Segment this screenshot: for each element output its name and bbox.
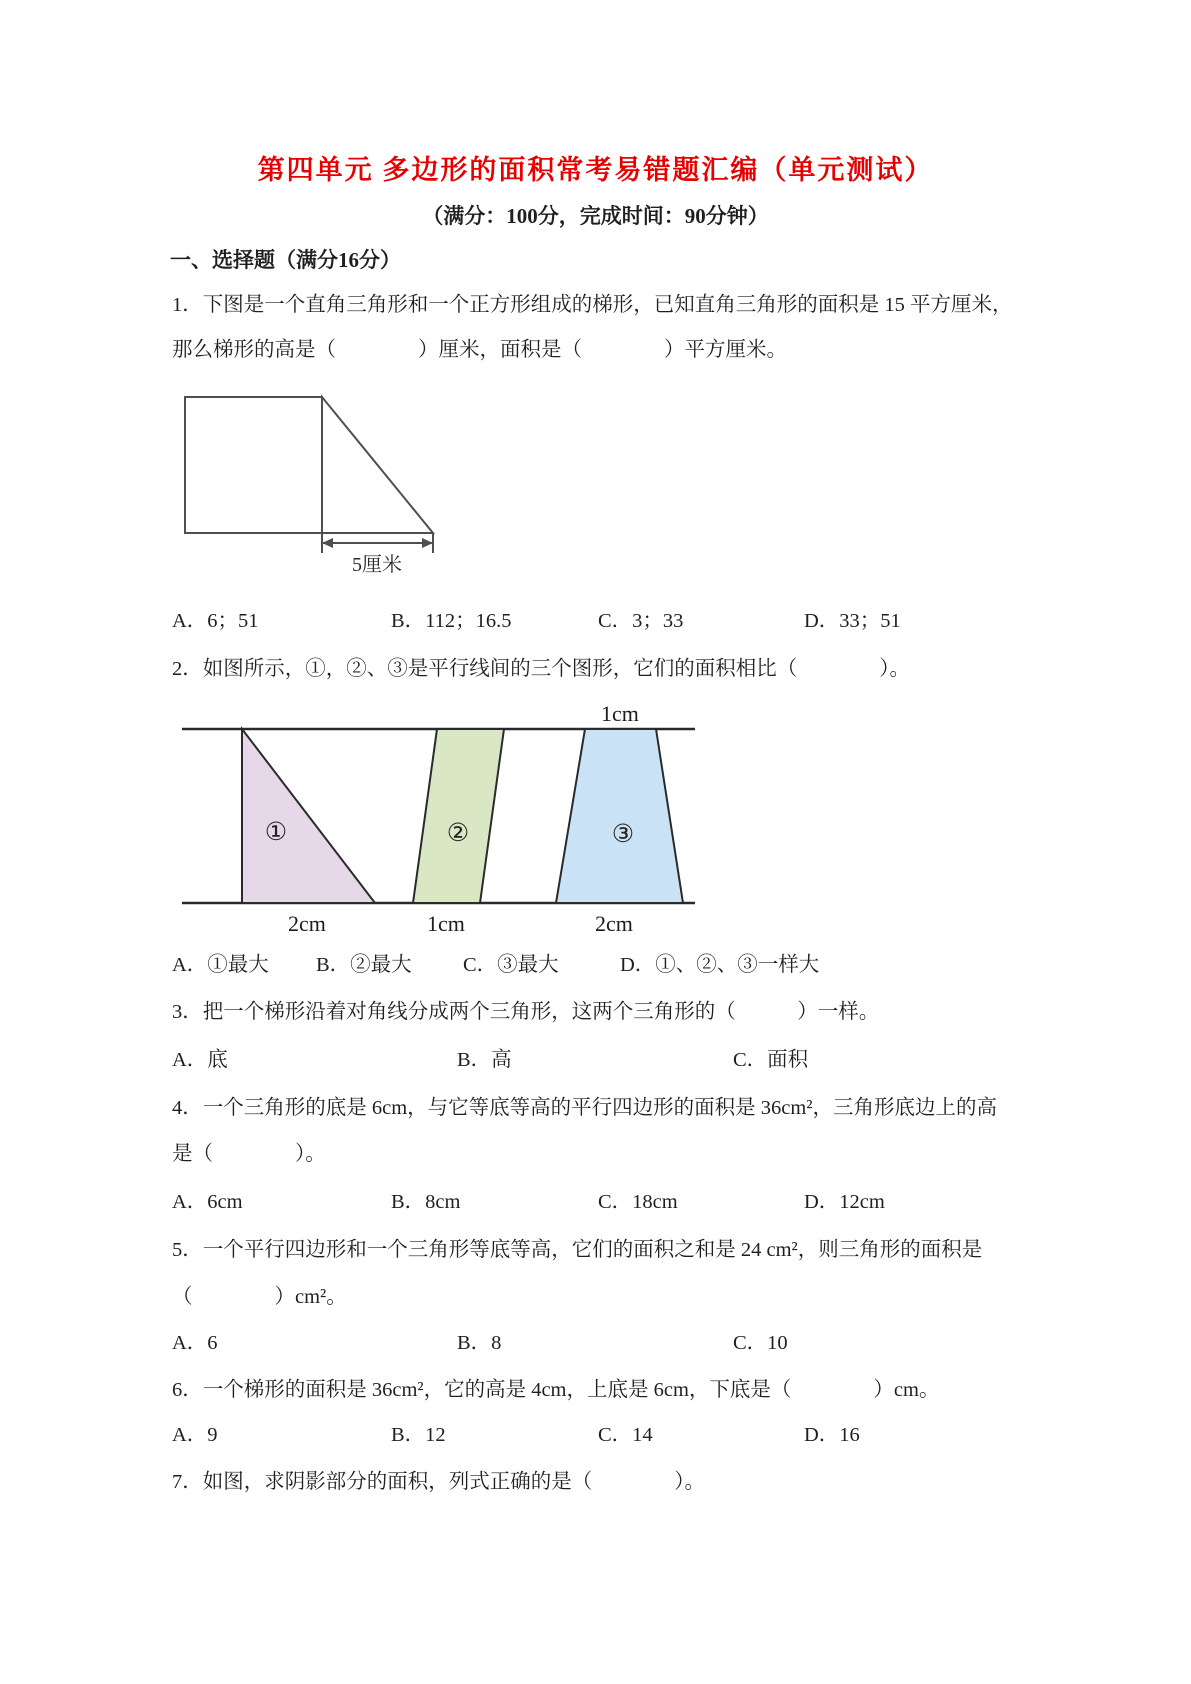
- q5-option-b: B．8: [457, 1332, 502, 1354]
- q4-option-c: C．18cm: [598, 1191, 678, 1213]
- q5-option-c: C．10: [733, 1332, 788, 1354]
- q1-figure: [170, 380, 460, 580]
- right-triangle-shape: [322, 397, 433, 533]
- right-arrowhead-icon: [422, 538, 433, 548]
- q5-text-line2: （ ）cm²。: [172, 1286, 347, 1308]
- q1-text-line2: 那么梯形的高是（ ）厘米，面积是（ ）平方厘米。: [172, 339, 787, 361]
- q4-option-a: A．6cm: [172, 1191, 243, 1213]
- q2-figure: [178, 700, 708, 940]
- q1-option-d: D．33；51: [804, 610, 901, 632]
- q4-option-b: B．8cm: [391, 1191, 461, 1213]
- shape-2-label: ②: [446, 820, 470, 847]
- q6-text: 6．一个梯形的面积是 36cm²，它的高是 4cm，上底是 6cm，下底是（ ）cm。: [172, 1379, 940, 1401]
- q2-option-c: C．③最大: [463, 954, 559, 976]
- page-subtitle: （满分：100分，完成时间：90分钟）: [422, 204, 769, 228]
- q1-text-line1: 1．下图是一个直角三角形和一个正方形组成的梯形，已知直角三角形的面积是 15 平方厘米，: [172, 294, 1013, 316]
- q5-text-line1: 5．一个平行四边形和一个三角形等底等高，它们的面积之和是 24 cm²，则三角形的面积是: [172, 1239, 983, 1261]
- q3-option-a: A．底: [172, 1049, 228, 1071]
- q3-option-b: B．高: [457, 1049, 512, 1071]
- q1-option-c: C．3；33: [598, 610, 684, 632]
- q3-text: 3．把一个梯形沿着对角线分成两个三角形，这两个三角形的（ ）一样。: [172, 1001, 880, 1023]
- q6-option-b: B．12: [391, 1424, 446, 1446]
- triangle-shape-1: [242, 729, 375, 903]
- q1-option-a: A．6；51: [172, 610, 259, 632]
- trapezoid-shape-3: [556, 729, 683, 903]
- shape-3-label: ③: [611, 821, 635, 848]
- dimension-label: 5厘米: [352, 554, 402, 576]
- bottom-width-label-2: 1cm: [427, 911, 465, 936]
- left-arrowhead-icon: [322, 538, 333, 548]
- q2-option-d: D．①、②、③一样大: [620, 954, 820, 976]
- q1-option-b: B．112；16.5: [391, 610, 512, 632]
- section-heading: 一、选择题（满分16分）: [170, 248, 401, 272]
- page-title: 第四单元 多边形的面积常考易错题汇编（单元测试）: [257, 155, 934, 185]
- q6-option-d: D．16: [804, 1424, 860, 1446]
- q7-text: 7．如图，求阴影部分的面积，列式正确的是（ ）。: [172, 1471, 705, 1493]
- bottom-width-label-3: 2cm: [595, 911, 633, 936]
- q2-text: 2．如图所示，①，②、③是平行线间的三个图形，它们的面积相比（ ）。: [172, 658, 910, 680]
- top-width-label: 1cm: [601, 701, 639, 726]
- q6-option-a: A．9: [172, 1424, 218, 1446]
- q5-option-a: A．6: [172, 1332, 218, 1354]
- bottom-width-label-1: 2cm: [288, 911, 326, 936]
- q2-option-b: B．②最大: [316, 954, 412, 976]
- q6-option-c: C．14: [598, 1424, 653, 1446]
- q2-option-a: A．①最大: [172, 954, 269, 976]
- parallelogram-shape-2: [413, 729, 504, 903]
- shape-1-label: ①: [264, 819, 288, 846]
- q3-option-c: C．面积: [733, 1049, 809, 1071]
- q4-option-d: D．12cm: [804, 1191, 885, 1213]
- q4-text-line1: 4．一个三角形的底是 6cm，与它等底等高的平行四边形的面积是 36cm²，三角形底边上的高: [172, 1097, 997, 1119]
- square-shape: [185, 397, 322, 533]
- q4-text-line2: 是（ ）。: [172, 1143, 326, 1165]
